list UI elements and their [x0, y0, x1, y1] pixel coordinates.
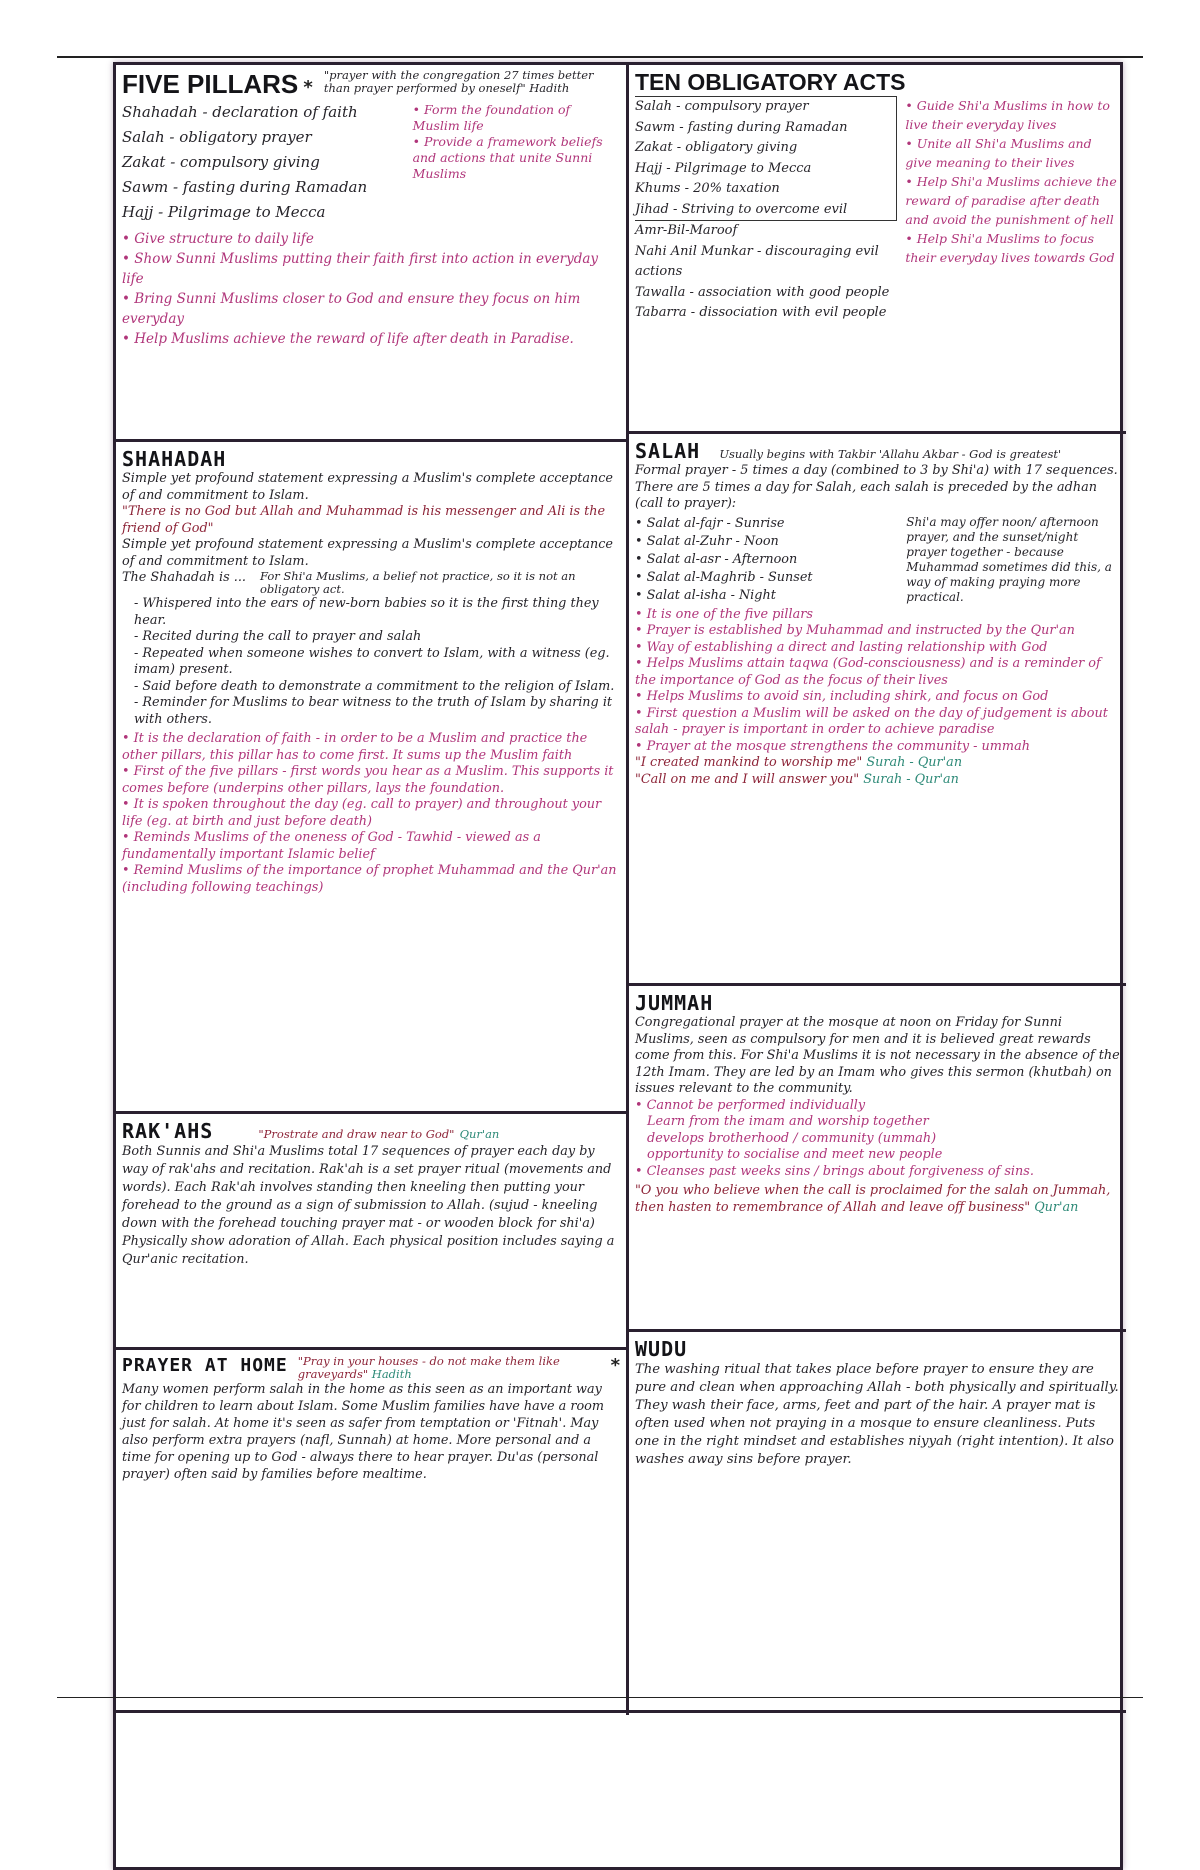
shahadah-dash-item: - Recited during the call to prayer and salah — [122, 629, 620, 646]
salah-time-item: • Salat al-fajr - Sunrise — [635, 515, 896, 533]
jummah-section — [629, 987, 1126, 1329]
salah-intro: Formal prayer - 5 times a day (combined to 3 by Shi'a) with 17 sequences. There are 5 times a day for Salah, each salah is preceded by the adhan (call to prayer): — [635, 463, 1118, 511]
salah-bullet: • First question a Muslim will be asked on the day of judgement is about salah - prayer is important in order to achieve paradise — [635, 706, 1120, 739]
jummah-quote: "O you who believe when the call is proclaimed for the salah on Jummah, then hasten to remembrance of Allah and leave off business" — [635, 1183, 1111, 1215]
salah-bullet: • It is one of the five pillars — [635, 607, 1120, 624]
jummah-bullet: • Cannot be performed individually — [635, 1098, 1120, 1115]
salah-time-item: • Salat al-Maghrib - Sunset — [635, 569, 896, 587]
divider-row1-left — [116, 439, 628, 442]
salah-section — [629, 435, 1126, 983]
pillars-bullet: • Help Muslims achieve the reward of life after death in Paradise. — [122, 329, 620, 349]
rakahs-body: Both Sunnis and Shi'a Muslims total 17 sequences of prayer each day by way of rak'ahs and recitation. Rak'ah is a set prayer ritual (movements and words). Each Rak'ah involves standing then kneeling then putting your forehead to the ground as a sign of submission to Allah. (sujud - kneeling down with the forehead touching prayer mat - or wooden block for shi'a) Physically show adoration of Allah. Each physical position includes saying a Qur'anic recitation. — [122, 1144, 615, 1267]
congregation-hadith-note: "prayer with the congregation 27 times better than prayer performed by oneself" Hadith — [323, 68, 594, 95]
act-item: Amr-Bil-Maroof — [635, 223, 738, 238]
salah-shia-note: Shi'a may offer noon/ afternoon prayer, and the sunset/night prayer together - because Muhammad sometimes did this, a way of making praying more practical. — [906, 514, 1112, 604]
acts-side-point: • Help Shi'a Muslims to focus their everyday lives towards God — [905, 229, 1120, 267]
salah-time-item: • Salat al-asr - Afternoon — [635, 551, 896, 569]
divider-jummah-wudu — [626, 1329, 1126, 1332]
shahadah-is-label: The Shahadah is ... — [122, 570, 246, 585]
acts-side-point: • Guide Shi'a Muslims in how to live their everyday lives — [905, 96, 1120, 134]
act-item: Tabarra - dissociation with evil people — [635, 305, 887, 320]
jummah-intro: Congregational prayer at the mosque at noon on Friday for Sunni Muslims, seen as compulsory for men and it is believed great rewards come from this. For Shi'a Muslims it is not necessary in the absence of the 12th Imam. They are led by an Imam who gives this sermon (khutbah) on issues relevant to the community. — [635, 1015, 1120, 1096]
rakahs-quote: "Prostrate and draw near to God" — [258, 1127, 455, 1141]
shahadah-dash-item: - Whispered into the ears of new-born babies so it is the first thing they hear. — [122, 596, 620, 629]
shahadah-bullet: • It is spoken throughout the day (eg. call to prayer) and throughout your life (eg. at birth and just before death) — [122, 797, 620, 830]
shahadah-bullet: • Reminds Muslims of the oneness of God - Tawhid - viewed as a fundamentally important Islamic belief — [122, 830, 620, 863]
salah-quote-answer: "Call on me and I will answer you" — [635, 771, 860, 787]
pillars-bullet: • Give structure to daily life — [122, 229, 620, 249]
act-item: Salah - compulsory prayer — [635, 99, 809, 114]
salah-time-item: • Salat al-Zuhr - Noon — [635, 533, 896, 551]
act-item: Khums - 20% taxation — [635, 181, 780, 196]
act-item: Nahi Anil Munkar - discouraging evil actions — [635, 243, 879, 279]
salah-bullet: • Helps Muslims attain taqwa (God-consciousness) and is a reminder of the importance of God as the focus of their lives — [635, 656, 1120, 689]
shahadah-dash-item: - Said before death to demonstrate a commitment to the religion of Islam. — [122, 679, 620, 696]
prayer-home-body: Many women perform salah in the home as this seen as an important way for children to learn about Islam. Some Muslim families have have a room just for salah. At home it's seen as safer from temptation or 'Fitnah'. May also perform extra prayers (nafl, Sunnah) at home. More personal and a time for opening up to God - always there to hear prayer. Du'as (personal prayer) often said by families before mealtime. — [122, 1382, 605, 1482]
shahadah-section — [116, 443, 626, 1111]
shahadah-shia-note: For Shi'a Muslims, a belief not practice, so it is not an obligatory act. — [260, 569, 576, 596]
salah-title: SALAH — [635, 439, 701, 463]
prayer-at-home-section — [116, 1351, 626, 1709]
pillars-bullet: • Bring Sunni Muslims closer to God and ensure they focus on him everyday — [122, 289, 620, 329]
pillars-side-point: • Form the foundation of Muslim life — [413, 102, 620, 134]
five-pillars-section — [116, 65, 626, 439]
star-icon: * — [303, 77, 313, 98]
star-icon: * — [610, 1355, 620, 1376]
pillars-bullet: • Show Sunni Muslims putting their faith first into action in everyday life — [122, 249, 620, 289]
ten-obligatory-title: TEN OBLIGATORY ACTS — [635, 69, 906, 95]
ten-obligatory-acts-section — [629, 65, 1126, 431]
divider-shahadah-rakahs — [116, 1111, 628, 1114]
jummah-subpoint: opportunity to socialise and meet new people — [647, 1147, 943, 1162]
prayer-home-title: PRAYER AT HOME — [122, 1355, 288, 1376]
jummah-subpoint: Learn from the imam and worship together — [647, 1114, 929, 1129]
shahadah-intro-repeat: Simple yet profound statement expressing a Muslim's complete acceptance of and commitment to Islam. — [122, 537, 613, 569]
wudu-body: The washing ritual that takes place before prayer to ensure they are pure and clean when approaching Allah - both physically and spiritually. They wash their face, arms, feet and part of the hair. A prayer mat is often used when not praying in a mosque to ensure cleanliness. Puts one in the right mindset and establishes niyyah (right intention). It also washes away sins before prayer. — [635, 1362, 1119, 1467]
shahadah-bullet: • Remind Muslims of the importance of prophet Muhammad and the Qur'an (including following teachings) — [122, 863, 620, 896]
wudu-title: WUDU — [635, 1337, 688, 1361]
acts-side-point: • Help Shi'a Muslims achieve the reward of paradise after death and avoid the punishment of hell — [905, 172, 1120, 229]
shahadah-bullet: • It is the declaration of faith - in order to be a Muslim and practice the other pillars, this pillar has to come first. It sums up the Muslim faith — [122, 731, 620, 764]
divider-rakahs-home — [116, 1347, 628, 1350]
acts-side-point: • Unite all Shi'a Muslims and give meaning to their lives — [905, 134, 1120, 172]
rakahs-title: RAK'AHS — [122, 1119, 214, 1143]
pillar-item: Shahadah - declaration of faith — [122, 103, 358, 121]
salah-bullet: • Prayer at the mosque strengthens the community - ummah — [635, 739, 1120, 756]
bottom-rule — [57, 1697, 1143, 1698]
revision-sheet — [113, 62, 1123, 1870]
rakahs-quote-source: Qur'an — [459, 1127, 500, 1141]
shahadah-bullet: • First of the five pillars - first words you hear as a Muslim. This supports it comes before (underpins other pillars, lays the foundation. — [122, 764, 620, 797]
act-item: Tawalla - association with good people — [635, 284, 890, 300]
shahadah-quote: "There is no God but Allah and Muhammad is his messenger and Ali is the friend of God" — [122, 504, 606, 536]
pillar-item: Zakat - compulsory giving — [122, 153, 320, 171]
salah-takbir-note: Usually begins with Takbir 'Allahu Akbar - God is greatest' — [719, 447, 1062, 461]
shahadah-dash-item: - Reminder for Muslims to bear witness to the truth of Islam by sharing it with others. — [122, 695, 620, 728]
divider-row1-right — [626, 431, 1126, 434]
wudu-section — [629, 1333, 1126, 1709]
top-rule — [57, 56, 1143, 58]
pillar-item: Salah - obligatory prayer — [122, 128, 312, 146]
salah-bullet: • Way of establishing a direct and lasting relationship with God — [635, 640, 1120, 657]
jummah-bullet: • Cleanses past weeks sins / brings about forgiveness of sins. — [635, 1164, 1120, 1181]
prayer-home-quote-source: Hadith — [371, 1367, 412, 1381]
prayer-home-quote: "Pray in your houses - do not make them like graveyards" — [297, 1354, 560, 1381]
sheet-bottom-line — [116, 1710, 1126, 1713]
salah-bullet: • Prayer is established by Muhammad and instructed by the Qur'an — [635, 623, 1120, 640]
shahadah-dash-item: - Repeated when someone wishes to convert to Islam, with a witness (eg. imam) present. — [122, 646, 620, 679]
shahadah-title: SHAHADAH — [122, 447, 227, 471]
salah-bullet: • Helps Muslims to avoid sin, including shirk, and focus on God — [635, 689, 1120, 706]
shahadah-intro: Simple yet profound statement expressing a Muslim's complete acceptance of and commitment to Islam. — [122, 471, 613, 503]
pillar-item: Hajj - Pilgrimage to Mecca — [122, 203, 326, 221]
jummah-title: JUMMAH — [635, 991, 714, 1015]
salah-quote-answer-source: Surah - Qur'an — [863, 771, 959, 787]
rakahs-section — [116, 1115, 626, 1347]
salah-time-item: • Salat al-isha - Night — [635, 587, 896, 605]
jummah-subpoint: develops brotherhood / community (ummah) — [647, 1130, 937, 1146]
five-pillars-title: FIVE PILLARS — [122, 69, 299, 99]
salah-quote-worship-source: Surah - Qur'an — [866, 755, 963, 770]
act-item: Zakat - obligatory giving — [635, 140, 798, 155]
act-item: Sawm - fasting during Ramadan — [635, 119, 848, 135]
act-item: Hajj - Pilgrimage to Mecca — [635, 160, 812, 176]
pillars-side-point: • Provide a framework beliefs and actions that unite Sunni Muslims — [413, 134, 620, 182]
pillar-item: Sawm - fasting during Ramadan — [122, 178, 368, 196]
salah-quote-worship: "I created mankind to worship me" — [635, 755, 863, 770]
divider-salah-jummah — [626, 983, 1126, 986]
act-item: Jihad - Striving to overcome evil — [635, 201, 848, 217]
acts-bracket — [635, 96, 897, 221]
jummah-quote-source: Qur'an — [1034, 1199, 1079, 1215]
